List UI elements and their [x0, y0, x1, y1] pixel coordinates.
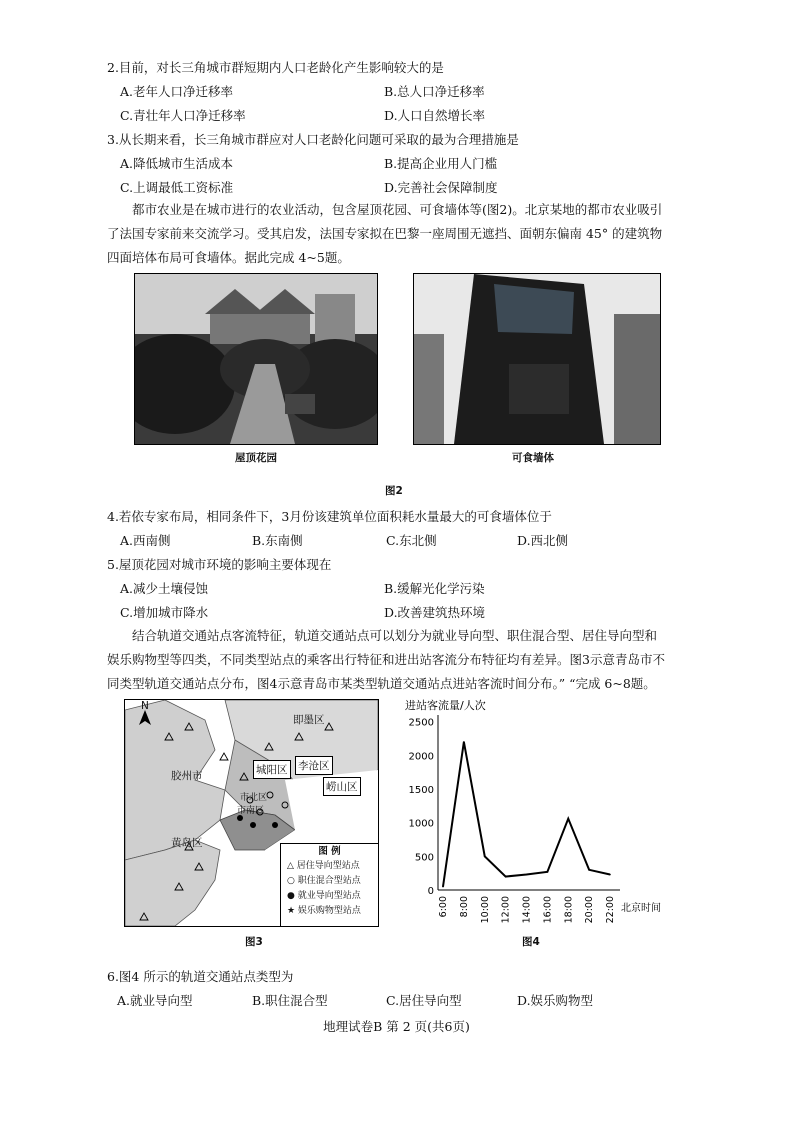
figure-4-title: 图4: [522, 936, 540, 948]
chart-x-tick-0: 6:00: [438, 896, 449, 918]
passage-rail-transit: 结合轨道交通站点客流特征，轨道交通站点可以划分为就业导向型、职住混合型、居住导向型和娱乐购物型等四类，不同类型站点的乘客出行特征和进出站客流分布特征均有差异。图3示意青岛市不同类型轨道交通站点分布，图4示意青岛市某类型轨道交通站点进站客流时间分布。” “完成 6~8题。: [107, 628, 665, 691]
chart-x-tick-2: 10:00: [479, 896, 491, 924]
q6-option-b: B.职住混合型: [252, 993, 328, 1008]
map-label-shibei: 市北区: [240, 793, 268, 803]
q6-option-d: D.娱乐购物型: [517, 993, 594, 1008]
map-label-chengyang: 城阳区: [253, 760, 291, 779]
chart-series-line: [443, 742, 610, 887]
chart-x-tick-7: 20:00: [584, 896, 596, 924]
figure-2-title: 图2: [385, 485, 403, 497]
q4-option-d: D.西北侧: [517, 533, 569, 548]
q2-option-a: A.老年人口净迁移率: [120, 84, 234, 99]
chart-x-tick-6: 18:00: [563, 896, 575, 924]
legend-employment: ● 就业导向型站点: [287, 891, 361, 901]
map-label-jimo: 即墨区: [293, 714, 325, 726]
legend-title: 图 例: [318, 846, 341, 857]
map-label-jiaozhou: 胶州市: [171, 770, 203, 782]
q2-option-d: D.人口自然增长率: [384, 108, 486, 123]
q3-option-c: C.上调最低工资标准: [120, 180, 234, 195]
legend-shopping: ★ 娱乐购物型站点: [287, 906, 361, 916]
map-label-shinan: 市南区: [237, 806, 265, 816]
q5-stem: 5.屋顶花园对城市环境的影响主要体现在: [107, 557, 332, 572]
q6-option-c: C.居住导向型: [386, 993, 462, 1008]
q5-option-a: A.减少土壤侵蚀: [120, 581, 209, 596]
legend-residential: △ 居住导向型站点: [287, 861, 360, 871]
map-label-laoshan: 崂山区: [323, 777, 361, 796]
map-label-huangdao: 黄岛区: [171, 837, 203, 849]
chart-y-axis-label: 进站客流量/人次: [405, 699, 486, 712]
q3-stem: 3.从长期来看，长三角城市群应对人口老龄化问题可采取的最为合理措施是: [107, 132, 519, 147]
q2-option-c: C.青壮年人口净迁移率: [120, 108, 246, 123]
edible-wall-photo: [413, 273, 661, 445]
chart-y-tick-3: 1500: [408, 785, 434, 797]
chart-y-tick-1: 500: [414, 852, 434, 864]
chart-x-axis-label: 北京时间: [621, 903, 661, 914]
map-north-arrow-label: N: [141, 700, 149, 712]
chart-y-tick-0: 0: [427, 886, 434, 897]
caption-edible-wall: 可食墙体: [512, 452, 554, 464]
q4-option-c: C.东北侧: [386, 533, 437, 548]
legend-mixed: ○ 职住混合型站点: [287, 876, 361, 886]
q4-stem: 4.若依专家布局，相同条件下，3月份该建筑单位面积耗水量最大的可食墙体位于: [107, 509, 552, 524]
q3-option-a: A.降低城市生活成本: [120, 156, 234, 171]
map-label-licang: 李沧区: [295, 756, 333, 775]
q3-option-b: B.提高企业用人门槛: [384, 156, 498, 171]
chart-x-tick-5: 16:00: [542, 896, 554, 924]
rooftop-garden-photo: [134, 273, 378, 445]
passenger-flow-chart: [395, 695, 675, 925]
q5-option-d: D.改善建筑热环境: [384, 605, 486, 620]
chart-y-tick-5: 2500: [408, 717, 434, 729]
q4-option-b: B.东南侧: [252, 533, 303, 548]
chart-x-tick-3: 12:00: [500, 896, 512, 924]
chart-x-tick-1: 8:00: [458, 896, 470, 918]
q5-option-c: C.增加城市降水: [120, 605, 209, 620]
q6-option-a: A.就业导向型: [117, 993, 193, 1008]
chart-y-tick-2: 1000: [408, 818, 434, 830]
page-footer: 地理试卷B 第 2 页(共6页): [323, 1019, 470, 1034]
passage-urban-agriculture: 都市农业是在城市进行的农业活动，包含屋顶花园、可食墙体等(图2)。北京某地的都市农业吸引了法国专家前来交流学习。受其启发，法国专家拟在巴黎一座周围无遮挡、面朝东偏南 45° 的建筑物四面培体布局可食墙体。据此完成 4~5题。: [107, 202, 663, 265]
q2-stem: 2.目前，对长三角城市群短期内人口老龄化产生影响较大的是: [107, 60, 444, 75]
q6-stem: 6.图4 所示的轨道交通站点类型为: [107, 969, 294, 984]
figure-3-title: 图3: [245, 936, 263, 948]
caption-rooftop-garden: 屋顶花园: [235, 452, 277, 464]
chart-x-tick-8: 22:00: [605, 896, 616, 924]
chart-x-tick-4: 14:00: [521, 896, 533, 924]
map-legend: [280, 843, 379, 927]
q2-option-b: B.总人口净迁移率: [384, 84, 485, 99]
q3-option-d: D.完善社会保障制度: [384, 180, 498, 195]
q4-option-a: A.西南侧: [120, 533, 171, 548]
q5-option-b: B.缓解光化学污染: [384, 581, 485, 596]
chart-y-tick-4: 2000: [408, 751, 434, 763]
